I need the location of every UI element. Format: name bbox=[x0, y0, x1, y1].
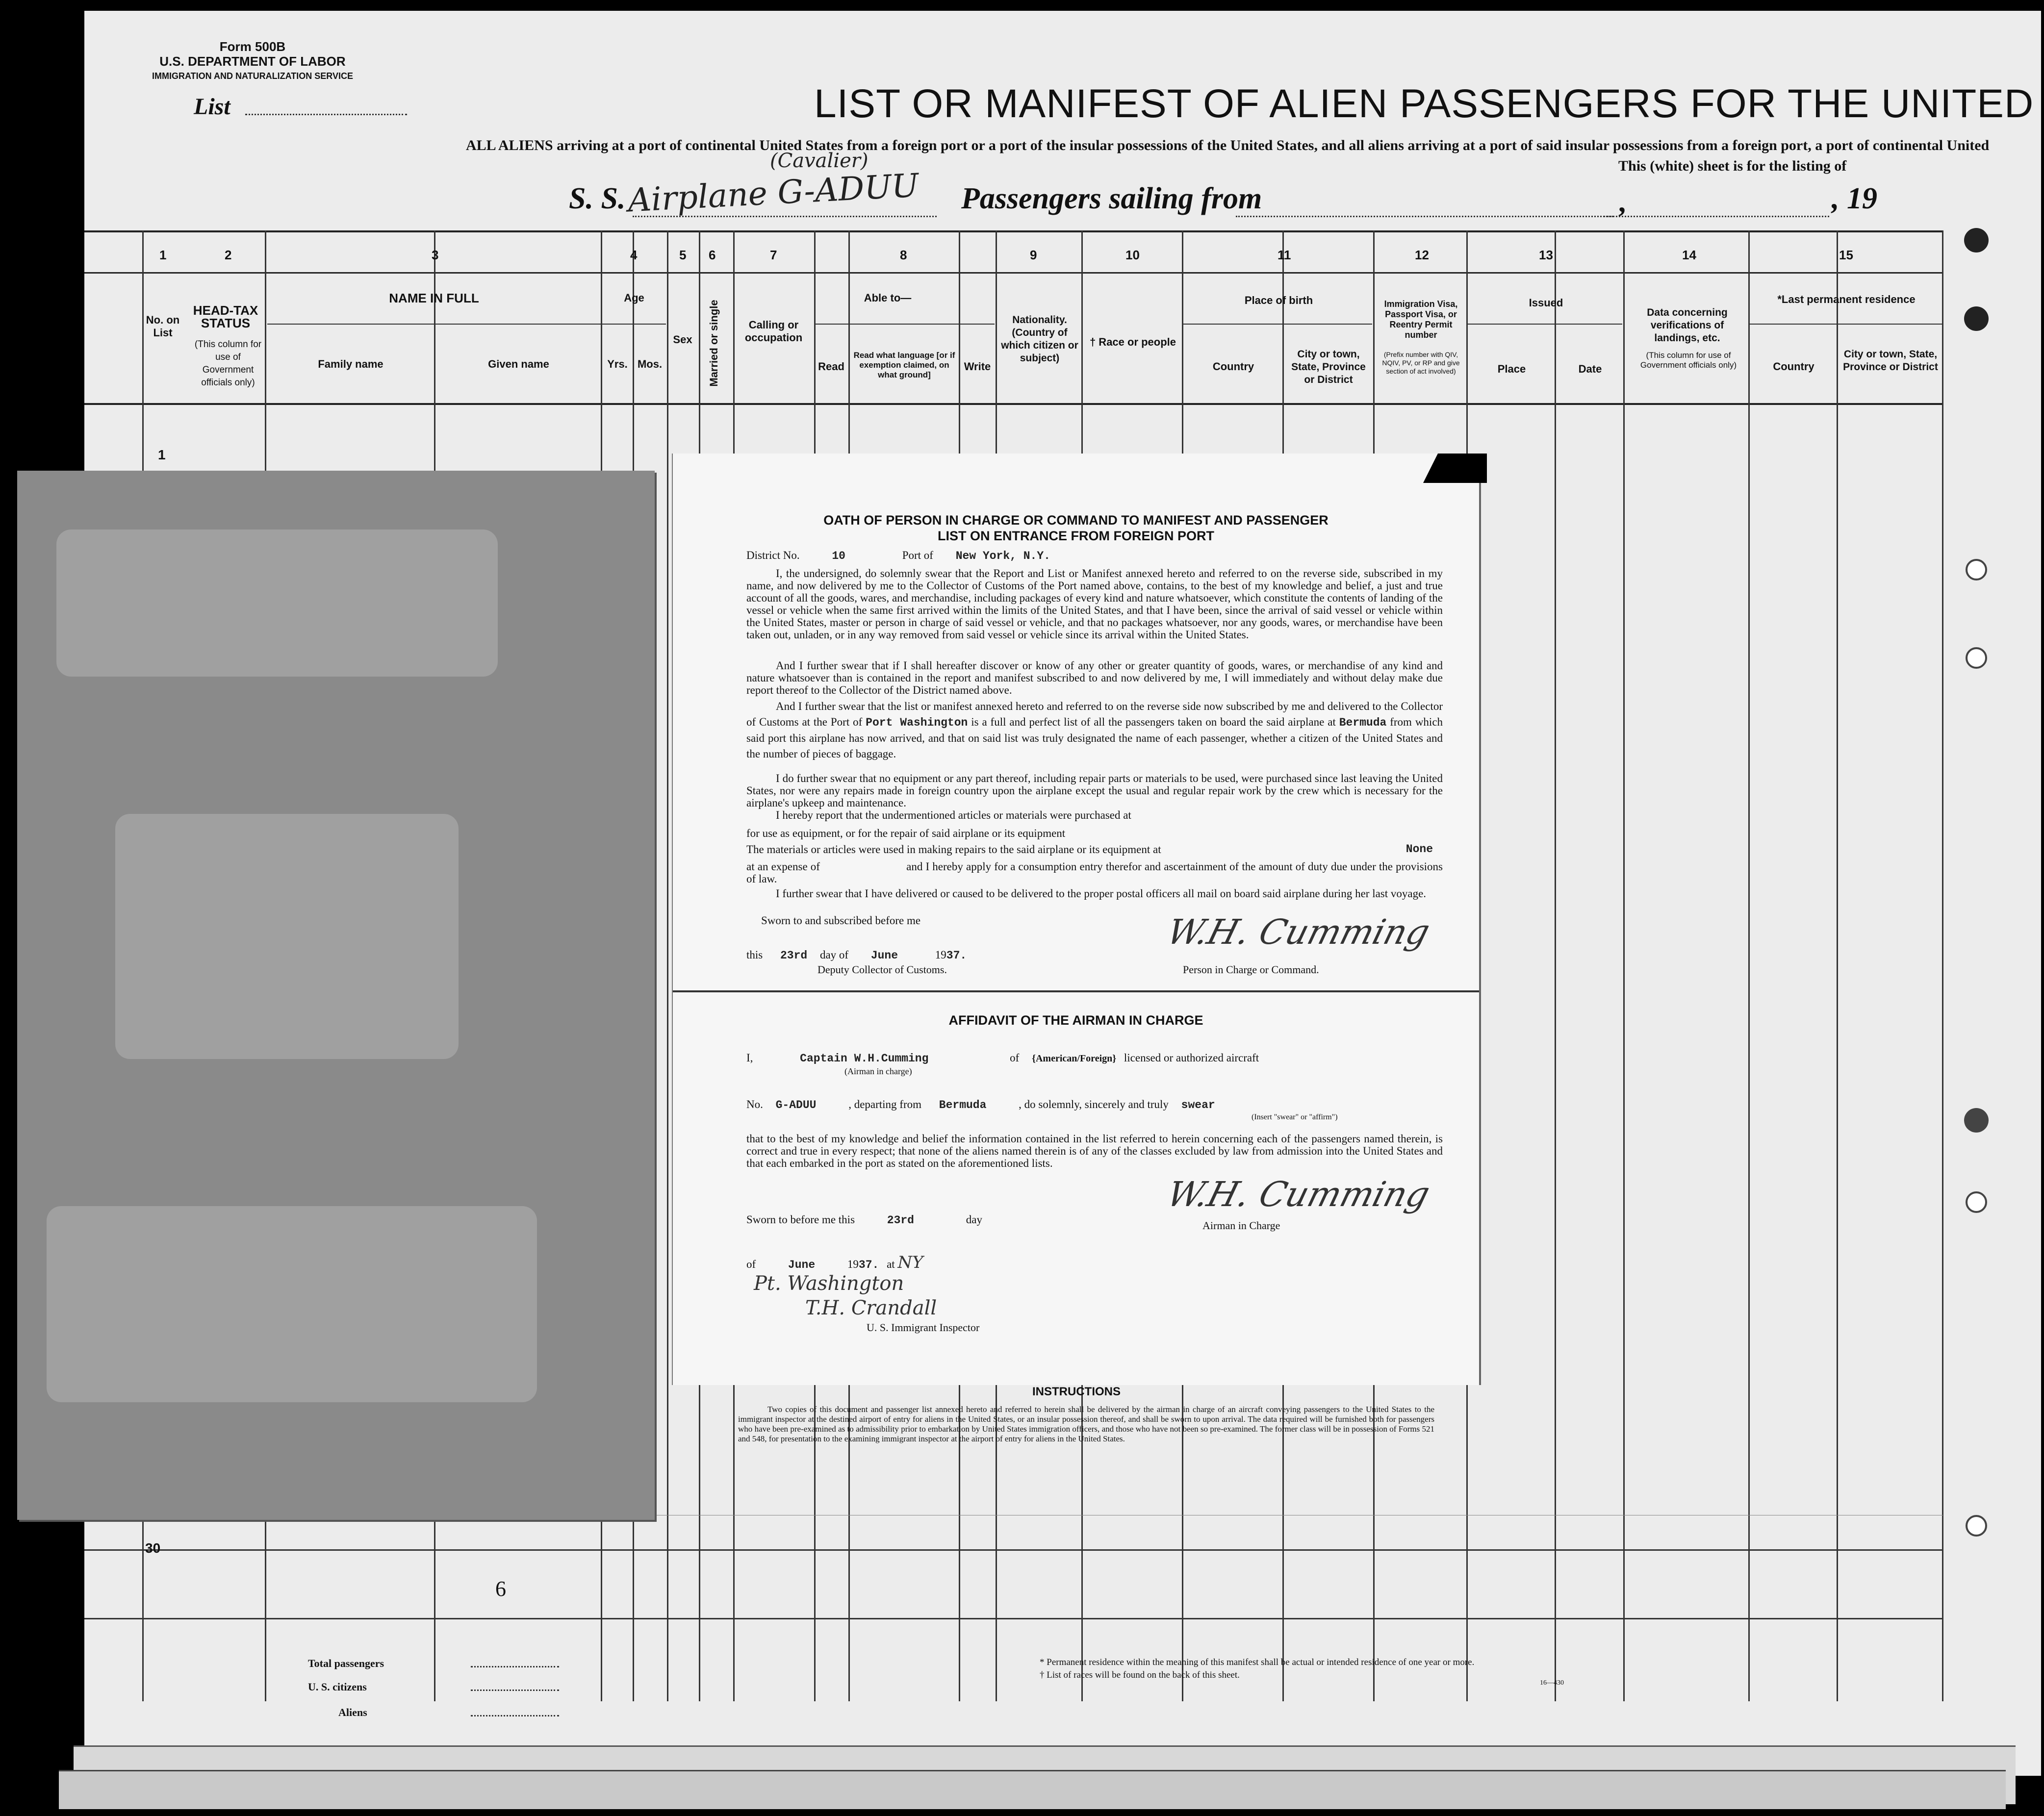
page-number: 6 bbox=[495, 1577, 506, 1601]
date-field bbox=[1604, 216, 1829, 217]
of-label-2: of bbox=[746, 1258, 756, 1270]
col-name-header: NAME IN FULL bbox=[389, 291, 479, 305]
list-label: List bbox=[194, 94, 230, 120]
district-value: 10 bbox=[832, 550, 845, 562]
colnum-7: 7 bbox=[770, 248, 777, 262]
of-label: of bbox=[1010, 1052, 1020, 1064]
col-visa-note: (Prefix number with QIV, NQIV, PV, or RP and give section of act involved) bbox=[1382, 351, 1460, 375]
aliens-field bbox=[471, 1715, 559, 1716]
port-value: New York, N.Y. bbox=[955, 550, 1050, 562]
attached-grey-sheet bbox=[17, 471, 655, 1520]
year-prefix: , 19 bbox=[1832, 182, 1877, 215]
oath-day: 23rd bbox=[780, 949, 808, 962]
sworn-label: Sworn to before me this bbox=[746, 1213, 855, 1226]
foreign: Foreign bbox=[1079, 1053, 1113, 1064]
form-code: 16—430 bbox=[1540, 1679, 1564, 1687]
instructions-title: INSTRUCTIONS bbox=[1032, 1385, 1121, 1398]
at-label: at bbox=[887, 1258, 895, 1270]
person-caption: Person in Charge or Command. bbox=[1183, 963, 1319, 976]
col-occupation: Calling or occupation bbox=[744, 319, 803, 344]
day-label: day of bbox=[819, 949, 849, 961]
ss-handwritten-note: (Cavalier) bbox=[770, 150, 869, 172]
separator bbox=[673, 990, 1479, 992]
at-value: NY bbox=[897, 1253, 923, 1272]
grid-line bbox=[84, 272, 1943, 274]
year-value: 19 bbox=[1847, 182, 1877, 215]
col-age-yrs: Yrs. bbox=[607, 358, 628, 370]
colnum-15: 15 bbox=[1839, 248, 1853, 262]
row-number: 1 bbox=[158, 447, 166, 462]
airman-caption-2: Airman in Charge bbox=[1202, 1219, 1280, 1232]
footnote-residence: * Permanent residence within the meaning of this manifest shall be actual or intended residence of one year or more. bbox=[1040, 1657, 1475, 1667]
total-passengers-label: Total passengers bbox=[308, 1657, 384, 1669]
airman-name: Captain W.H.Cumming bbox=[800, 1052, 929, 1065]
oath-para-1: I, the undersigned, do solemnly swear that the Report and List or Manifest annexed hereto and referred to on the reverse side, subscribed in my name, and now delivered by me to the Collector of Customs of the Port named above, contains, to the best of my knowledge and belief, a just and true account of all the goods, wares, and merchandise, including packages of every kind and nature whatsoever, which constitute the contents of landing of the vessel or vehicle when the same first arrived within the limits of the United States, and that I have been, since the arrival of said vessel or vehicle within the United States, master or person in charge of said vessel or vehicle, and that no packages whatsoever, nor any goods, wares, or merchandise have been taken out, unladen, or in any way removed from said vessel or vehicle since its arrival within the United States. bbox=[746, 567, 1443, 641]
oath-sworn: Sworn to and subscribed before me bbox=[761, 914, 921, 927]
col-visa: Immigration Visa, Passport Visa, or Reentry Permit number bbox=[1384, 299, 1458, 340]
oath-para-2: And I further swear that if I shall hereafter discover or know of any other or greater quantity of goods, wares, or merchandise of any kind and nature whatsoever than is contained in the report and manifest subscribed to and now delivered by me, I will immediately and without delay make due report thereof to the Collector of the District named above. bbox=[746, 659, 1443, 696]
ss-field bbox=[633, 216, 937, 217]
punch-hole-icon bbox=[1966, 1515, 1987, 1537]
grid-col bbox=[667, 230, 668, 1701]
col-read: Read bbox=[818, 360, 844, 373]
para3-port: Port Washington bbox=[866, 716, 968, 729]
colnum-8: 8 bbox=[900, 248, 907, 262]
page-title: LIST OR MANIFEST OF ALIEN PASSENGERS FOR THE UNITED bbox=[814, 81, 2034, 126]
affidavit-day: 23rd bbox=[887, 1214, 914, 1227]
para3b: is a full and perfect list of all the passengers taken on board the said airplane at bbox=[971, 716, 1336, 728]
ss-handwritten: Airplane G-ADUU bbox=[627, 166, 920, 220]
punch-hole-icon bbox=[1966, 559, 1987, 580]
colnum-12: 12 bbox=[1415, 248, 1429, 262]
col-res-city: City or town, State, Province or District bbox=[1843, 349, 1938, 373]
para3-origin: Bermuda bbox=[1339, 716, 1387, 729]
port-field bbox=[1236, 216, 1613, 217]
col-age-mos: Mos. bbox=[637, 358, 663, 370]
affidavit-statement: that to the best of my knowledge and belief the information contained in the list referred to herein concerning each of the passengers named therein, is correct and true in every respect; that none of the aliens named therein is of any of the classes excluded by law from admission into the United States and that each embarked in the port as stated on the aforementioned lists. bbox=[746, 1133, 1443, 1169]
col-age-header: Age bbox=[624, 292, 644, 304]
swear-value: swear bbox=[1181, 1099, 1215, 1111]
licensed-label: licensed or authorized aircraft bbox=[1124, 1052, 1259, 1064]
affidavit-year: 37. bbox=[858, 1259, 879, 1271]
grid-col bbox=[1748, 230, 1750, 1701]
subhead-line bbox=[1468, 324, 1622, 325]
col-able-to: Able to— bbox=[864, 292, 912, 304]
stain bbox=[47, 1206, 537, 1402]
colnum-1: 1 bbox=[159, 248, 167, 262]
subtitle-2: This (white) sheet is for the listing of bbox=[1618, 158, 1847, 174]
affidavit-line-2 bbox=[746, 1098, 1443, 1111]
col-sex: Sex bbox=[673, 333, 692, 346]
service: IMMIGRATION AND NATURALIZATION SERVICE bbox=[152, 71, 353, 81]
binding-rivet-icon bbox=[1964, 1108, 1989, 1133]
oath-para-9: I further swear that I have delivered or caused to be delivered to the proper postal officers all mail on board said airplane during her last voyage. bbox=[776, 887, 1427, 900]
deputy-caption: Deputy Collector of Customs. bbox=[818, 963, 947, 976]
oath-para-7 bbox=[746, 843, 1443, 856]
oath-title: OATH OF PERSON IN CHARGE OR COMMAND TO MANIFEST AND PASSENGER LIST ON ENTRANCE FROM FOREIGN PORT bbox=[823, 513, 1329, 543]
passengers-label: Passengers sailing from bbox=[961, 182, 1262, 215]
oath-year: 37. bbox=[946, 949, 967, 962]
form-number: Form 500B bbox=[219, 39, 286, 54]
this-label: this bbox=[746, 949, 763, 961]
para3c: from which said port this airplane has now arrived, and that on said list was truly designated the name of each passenger, whether a citizen of the United States and the number of pieces of baggage. bbox=[746, 716, 1443, 760]
colnum-3: 3 bbox=[432, 248, 439, 262]
i-label: I, bbox=[746, 1052, 753, 1064]
col-headtax-header: HEAD-TAX STATUS bbox=[193, 303, 258, 330]
none-value: None bbox=[1405, 843, 1433, 856]
col-given-name: Given name bbox=[488, 358, 549, 370]
affidavit-sworn-line bbox=[746, 1213, 1443, 1227]
para3a: And I further swear that the list or manifest annexed hereto and referred to on the reverse side now subscribed by me and delivered to the Collector of Customs at the Port of bbox=[746, 700, 1443, 728]
oath-month: June bbox=[870, 949, 898, 962]
col-headtax-note: (This column for use of Government officials only) bbox=[194, 339, 262, 388]
subtitle: ALL ALIENS arriving at a port of continental United States from a foreign port or a port of the insular possessions of the United States, and all aliens arriving at a port of said insular possessions from a foreign port, a port of continental United bbox=[466, 137, 1990, 153]
inspector-caption: U. S. Immigrant Inspector bbox=[867, 1321, 980, 1334]
affidavit-date-line bbox=[746, 1253, 1443, 1272]
place-handwritten: Pt. Washington bbox=[754, 1272, 904, 1295]
total-passengers-field bbox=[471, 1666, 559, 1667]
oath-para-4: I do further swear that no equipment or any part thereof, including repair parts or materials to be used, were purchased since last leaving the United States, nor were any repairs made in foreign country upon the airplane except the usual and regular repair work by the crew which is necessary for the airplane's upkeep and maintenance. bbox=[746, 772, 1443, 809]
row-line bbox=[84, 1549, 1943, 1551]
oath-para-6: for use as equipment, or for the repair of said airplane or its equipment bbox=[746, 827, 1066, 839]
swear-caption: (Insert "swear" or "affirm") bbox=[1252, 1113, 1338, 1121]
col-read-language: Read what language [or if exemption claimed, on what ground] bbox=[853, 351, 955, 379]
departing-label: , departing from bbox=[848, 1098, 922, 1110]
affidavit-month: June bbox=[788, 1259, 816, 1271]
subhead-line bbox=[602, 324, 666, 325]
col-birth-country: Country bbox=[1212, 360, 1254, 373]
colnum-9: 9 bbox=[1030, 248, 1037, 262]
para7-text: The materials or articles were used in making repairs to the said airplane or its equipment at bbox=[746, 843, 1161, 856]
grid-col bbox=[1942, 230, 1943, 1701]
grid-line bbox=[84, 230, 1943, 232]
subhead-line bbox=[816, 324, 995, 325]
col-family-name: Family name bbox=[318, 358, 383, 370]
subhead-line bbox=[1183, 324, 1372, 325]
col-race: † Race or people bbox=[1089, 336, 1176, 348]
american-foreign: {American/Foreign} bbox=[1032, 1053, 1117, 1064]
affidavit-line-1 bbox=[746, 1052, 1443, 1065]
binding-rivet-icon bbox=[1964, 228, 1989, 252]
aliens-label: Aliens bbox=[338, 1706, 367, 1718]
district-label: District No. bbox=[746, 549, 800, 561]
year-prefix: 19 bbox=[935, 949, 946, 961]
colnum-4: 4 bbox=[630, 248, 638, 262]
oath-district-line bbox=[746, 549, 1443, 562]
grid-col bbox=[1837, 230, 1838, 1701]
oath-para-3 bbox=[746, 699, 1443, 762]
form-header bbox=[152, 39, 353, 83]
us-citizens-label: U. S. citizens bbox=[308, 1681, 367, 1693]
col-res-country: Country bbox=[1773, 360, 1814, 373]
instructions-text: Two copies of this document and passenger list annexed hereto and referred to herein shall be delivered by the airman in charge of an aircraft conveying passengers to the United States to the immigrant inspector at the destined airport of entry for aliens in the United States, or an insular possession thereof, and shall be sworn to upon arrival. The data required will be furnished both for passengers who have been pre-examined as to admissibility prior to embarkation by United States immigration officers, and those who have not been so pre-examined. The former class will be in possession of Forms 521 and 548, for presentation to the examining immigrant inspector at the airport of entry for aliens in the United States. bbox=[738, 1405, 1434, 1443]
affidavit-signature: W.H. Cumming bbox=[1163, 1174, 1434, 1214]
american: American bbox=[1035, 1053, 1077, 1064]
col-married: Married or single bbox=[708, 300, 720, 387]
col-birthplace: Place of birth bbox=[1244, 294, 1313, 306]
inspector-signature: T.H. Crandall bbox=[805, 1297, 937, 1319]
day-label: day bbox=[966, 1213, 982, 1226]
sheet-edge bbox=[59, 1770, 2006, 1809]
stain bbox=[56, 530, 498, 677]
subhead-line bbox=[1750, 324, 1942, 325]
grid-col bbox=[1555, 230, 1556, 1701]
solemnly-label: , do solemnly, sincerely and truly bbox=[1019, 1098, 1169, 1110]
colnum-11: 11 bbox=[1278, 248, 1291, 262]
aircraft-number: G-ADUU bbox=[775, 1099, 817, 1111]
col-issued-place: Place bbox=[1497, 363, 1526, 375]
stain bbox=[115, 814, 459, 1059]
affidavit-title: AFFIDAVIT OF THE AIRMAN IN CHARGE bbox=[948, 1013, 1203, 1028]
footnote-races: † List of races will be found on the back of this sheet. bbox=[1040, 1670, 1240, 1680]
col-verifications-note: (This column for use of Government officials only) bbox=[1640, 351, 1737, 370]
year-prefix: 19 bbox=[847, 1258, 859, 1270]
colnum-10: 10 bbox=[1125, 248, 1140, 262]
col-residence: *Last permanent residence bbox=[1777, 293, 1916, 305]
list-field bbox=[245, 114, 407, 115]
col-no-header: No. on List bbox=[146, 314, 180, 339]
punch-hole-icon bbox=[1966, 647, 1987, 669]
col-issued-date: Date bbox=[1578, 363, 1602, 375]
para8b: and I hereby apply for a consumption entry therefor and ascertainment of the amount of duty due under the provisions of law. bbox=[746, 860, 1443, 885]
col-nationality: Nationality. (Country of which citizen or subject) bbox=[1001, 314, 1078, 364]
colnum-14: 14 bbox=[1682, 248, 1696, 262]
colnum-2: 2 bbox=[225, 248, 232, 262]
colnum-13: 13 bbox=[1539, 248, 1553, 262]
department: U.S. DEPARTMENT OF LABOR bbox=[159, 54, 346, 69]
subhead-line bbox=[267, 324, 601, 325]
airman-caption: (Airman in charge) bbox=[844, 1066, 912, 1076]
us-citizens-field bbox=[471, 1690, 559, 1691]
row-number: 30 bbox=[145, 1540, 161, 1556]
colnum-5: 5 bbox=[679, 248, 687, 262]
col-verifications: Data concerning verifications of landings, etc. bbox=[1647, 307, 1728, 344]
oath-signature: W.H. Cumming bbox=[1163, 912, 1434, 952]
binding-rivet-icon bbox=[1964, 306, 1989, 331]
row-line bbox=[84, 1618, 1943, 1619]
oath-para-8 bbox=[746, 860, 1443, 885]
departing-value: Bermuda bbox=[939, 1099, 987, 1111]
col-birth-city: City or town, State, Province or District bbox=[1291, 349, 1366, 385]
oath-para-5: I hereby report that the undermentioned articles or materials were purchased at bbox=[776, 809, 1131, 821]
instructions-block bbox=[672, 1385, 1481, 1473]
col-issued: Issued bbox=[1529, 297, 1563, 309]
punch-hole-icon bbox=[1966, 1191, 1987, 1213]
comma: , bbox=[1618, 186, 1626, 218]
col-write: Write bbox=[964, 360, 991, 373]
grid-col bbox=[1623, 230, 1625, 1701]
oath-form bbox=[672, 454, 1481, 1385]
ss-label: S. S. bbox=[569, 182, 626, 215]
para8a: at an expense of bbox=[746, 860, 820, 873]
grid-line bbox=[84, 403, 1943, 405]
torn-corner bbox=[1423, 454, 1487, 483]
port-label: Port of bbox=[902, 549, 933, 561]
no-label: No. bbox=[746, 1098, 763, 1110]
colnum-6: 6 bbox=[709, 248, 716, 262]
